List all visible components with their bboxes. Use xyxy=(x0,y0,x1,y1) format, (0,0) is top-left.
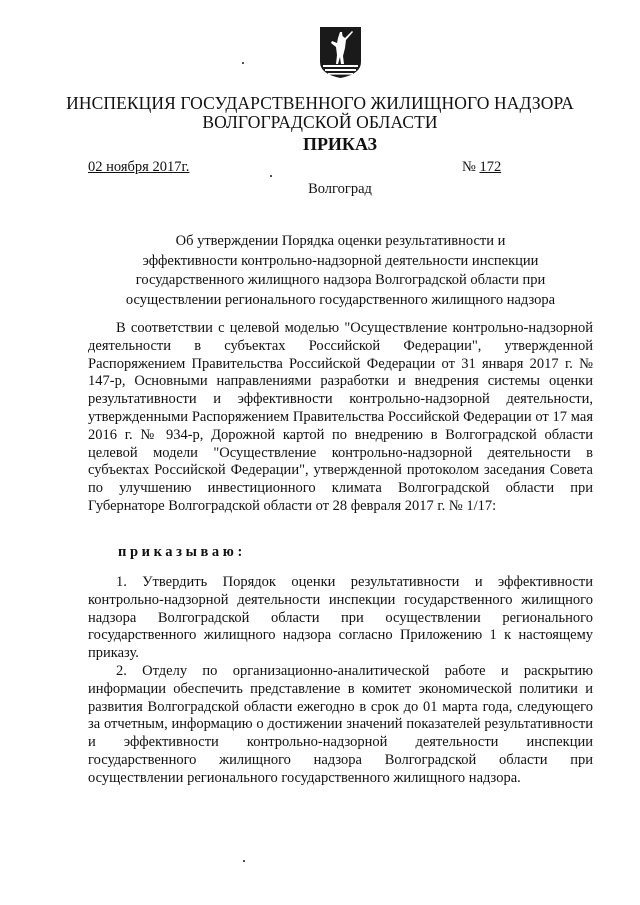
preamble-paragraph: В соответствии с целевой моделью "Осуществление контрольно-надзорной деятельности в субъектах Российской Федерации", утвержденной Распоряжением Правительства Российской Федерации от 31 января 2017 г. № 147-р, Основными направлениями разработки и внедрения системы оценки результативности и эффективности контрольно-надзорной деятельности, утвержденными Распоряжением Правительства Российской Федерации от 17 мая 2016 г. № 934-р, Дорожной картой по внедрению в Волгоградской области целевой модели "Осуществление контрольно-надзорной деятельности в субъектах Российской Федерации", утвержденной протоколом заседания Совета по улучшению инвестиционного климата Волгоградской области при Губернаторе Волгоградской области от 28 февраля 2017 г. № 1/17: xyxy=(88,320,593,514)
subject-line: государственного жилищного надзора Волгоградской области при xyxy=(135,272,546,288)
order-word: приказываю: xyxy=(118,544,246,560)
number-prefix: № xyxy=(462,159,476,175)
agency-name-line2: ВОЛГОГРАДСКОЙ ОБЛАСТИ xyxy=(202,112,438,132)
document-city: Волгоград xyxy=(308,181,372,197)
order-item-2: 2. Отделу по организационно-аналитической работе и раскрытию информации обеспечить представление в комитет экономической политики и развития Волгоградской области ежегодно в срок до 01 марта года, следующего за отчетным, информацию о достижении значений показателей результативности и эффективности контрольно-надзорной деятельности инспекции государственного жилищного надзора Волгоградской области при осуществлении регионального государственного жилищного надзора. xyxy=(88,663,593,786)
document-number xyxy=(462,158,501,176)
document-subject xyxy=(88,232,593,310)
scan-speck xyxy=(270,175,272,177)
order-item-1: 1. Утвердить Порядок оценки результативности и эффективности контрольно-надзорной деятельности инспекции государственного жилищного надзора Волгоградской области при осуществлении регионального государственного жилищного надзора согласно Приложению 1 к настоящему приказу. xyxy=(88,574,593,662)
scan-speck xyxy=(242,62,244,64)
number-value: 172 xyxy=(479,159,502,175)
agency-name-line1: ИНСПЕКЦИЯ ГОСУДАРСТВЕННОГО ЖИЛИЩНОГО НАДЗОРА xyxy=(66,93,574,113)
subject-line: осуществлении регионального государственного жилищного надзора xyxy=(125,291,556,308)
document-type-title: ПРИКАЗ xyxy=(302,134,378,154)
document-date: 02 ноября 2017г. xyxy=(88,159,190,175)
subject-line: эффективности контрольно-надзорной деятельности инспекции xyxy=(142,252,539,269)
subject-line: Об утверждении Порядка оценки результативности и xyxy=(175,233,506,249)
volgograd-coat-of-arms-icon xyxy=(319,26,362,79)
scan-speck xyxy=(243,860,245,862)
